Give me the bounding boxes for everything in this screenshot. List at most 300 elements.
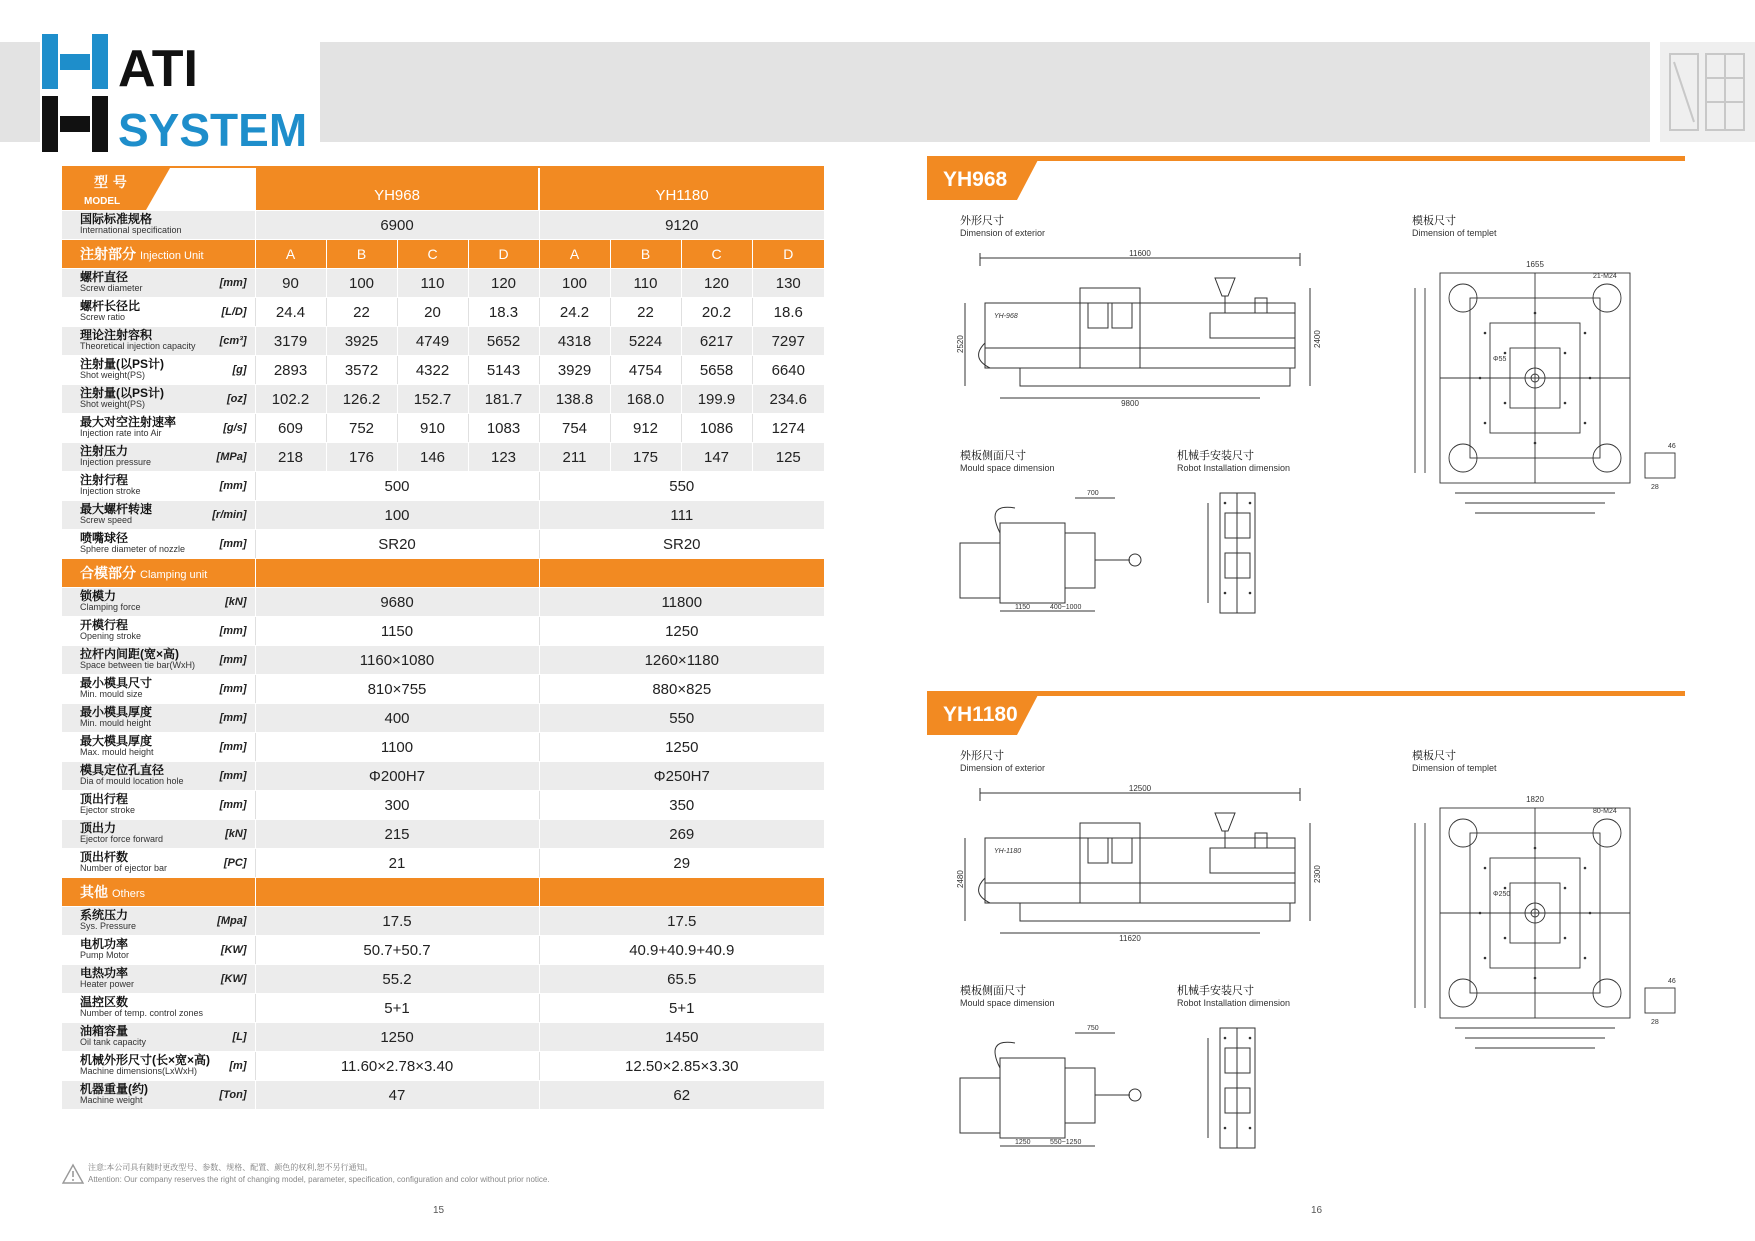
row-label-en: Ejector force forward — [80, 834, 164, 844]
table-row — [62, 936, 824, 965]
dim-length-bottom: 9800 — [1121, 399, 1139, 408]
table-cell: 912 — [610, 414, 681, 443]
row-unit: [KW] — [220, 973, 247, 985]
table-row — [62, 907, 824, 936]
table-row — [62, 443, 824, 472]
caption-robot-en: Robot Installation dimension — [1177, 998, 1291, 1008]
table-row — [62, 1023, 824, 1052]
dim-length-top: 11600 — [1129, 249, 1151, 258]
model-name: YH968 — [374, 187, 420, 204]
table-row — [62, 675, 824, 704]
dim-length-top: 12500 — [1128, 784, 1152, 793]
row-label — [62, 907, 255, 936]
section-title-cn: 其他 — [80, 884, 108, 900]
table-row — [62, 646, 824, 675]
table-cell: 100 — [539, 269, 610, 298]
screw-type-letter: C — [397, 240, 468, 269]
row-unit: [L] — [232, 1031, 247, 1043]
section-fill — [255, 878, 539, 907]
panel-title: YH968 — [943, 168, 1008, 191]
table-cell: 20 — [397, 298, 468, 327]
caption-templet-cn: 模板尺寸 — [1412, 215, 1456, 227]
table-row — [62, 327, 824, 356]
table-cell: 1086 — [681, 414, 752, 443]
panel-title-tab — [927, 693, 1039, 735]
table-cell: 11800 — [539, 588, 824, 617]
table-cell: 123 — [468, 443, 539, 472]
table-cell: 7297 — [752, 327, 824, 356]
table-cell: 181.7 — [468, 385, 539, 414]
caption-robot-cn: 机械手安装尺寸 — [1177, 450, 1254, 462]
row-label-en: Theoretical injection capacity — [80, 341, 196, 351]
dim-height-left: 2480 — [956, 870, 965, 888]
caption-mould-cn: 模板侧面尺寸 — [960, 985, 1026, 997]
section-title-cn: 合模部分 — [80, 565, 136, 581]
table-cell: 211 — [539, 443, 610, 472]
machine-label: YH-1180 — [994, 848, 1022, 855]
table-cell: 6217 — [681, 327, 752, 356]
table-cell: 4754 — [610, 356, 681, 385]
row-label-en: Dia of mould location hole — [80, 776, 184, 786]
row-label-cn: 注射量(以PS计) — [80, 357, 165, 371]
row-label — [62, 994, 255, 1023]
footnote — [62, 1162, 762, 1184]
row-label — [62, 646, 255, 675]
header-band-left — [0, 42, 40, 142]
row-label-en: Shot weight(PS) — [80, 370, 146, 380]
row-label — [62, 501, 255, 530]
row-label — [62, 327, 255, 356]
dim-slot-b: 28 — [1651, 484, 1659, 491]
logo-line1: ATI — [118, 40, 198, 98]
table-cell: 3572 — [326, 356, 397, 385]
row-unit: [KW] — [220, 944, 247, 956]
row-label-cn: 模具定位孔直径 — [80, 763, 165, 777]
table-cell: 3925 — [326, 327, 397, 356]
table-cell: 4318 — [539, 327, 610, 356]
row-label-en: Number of ejector bar — [80, 863, 168, 873]
table-cell: 100 — [255, 501, 539, 530]
row-label — [62, 298, 255, 327]
table-row — [62, 733, 824, 762]
section-header-row — [62, 878, 824, 907]
section-title — [62, 240, 255, 269]
row-label-cn: 顶出行程 — [80, 792, 129, 806]
row-label-cn: 注射量(以PS计) — [80, 386, 165, 400]
row-label-cn: 螺杆长径比 — [80, 299, 141, 313]
row-label-en: Oil tank capacity — [80, 1037, 147, 1047]
row-unit: [g] — [232, 364, 247, 376]
row-label-cn: 喷嘴球径 — [80, 531, 129, 545]
dim-mould-top: 750 — [1087, 1025, 1099, 1032]
table-cell: 111 — [539, 501, 824, 530]
table-cell: 24.2 — [539, 298, 610, 327]
caption-robot — [1177, 985, 1290, 1009]
caption-exterior — [960, 750, 1045, 774]
table-cell: 120 — [681, 269, 752, 298]
row-label-cn: 最大模具厚度 — [80, 734, 153, 748]
caption-exterior-en: Dimension of exterior — [960, 763, 1046, 773]
row-label — [62, 936, 255, 965]
table-cell: Φ200H7 — [255, 762, 539, 791]
table-cell: 2893 — [255, 356, 326, 385]
table-cell: 609 — [255, 414, 326, 443]
table-cell: 24.4 — [255, 298, 326, 327]
table-cell: 9120 — [539, 211, 824, 240]
section-title-en: Clamping unit — [140, 569, 208, 581]
table-row — [62, 1081, 824, 1110]
table-cell: 146 — [397, 443, 468, 472]
table-cell: 20.2 — [681, 298, 752, 327]
row-unit: [MPa] — [216, 451, 247, 463]
table-cell: 1250 — [539, 733, 824, 762]
caption-templet — [1412, 750, 1497, 774]
screw-type-letter: B — [326, 240, 397, 269]
row-unit: [mm] — [219, 480, 247, 492]
table-cell: 880×825 — [539, 675, 824, 704]
table-cell: 5658 — [681, 356, 752, 385]
row-label-cn: 国际标准规格 — [80, 212, 153, 226]
table-cell: 90 — [255, 269, 326, 298]
caption-exterior-en: Dimension of exterior — [960, 228, 1046, 238]
row-label — [62, 617, 255, 646]
table-row — [62, 994, 824, 1023]
row-label-en: Screw speed — [80, 515, 133, 525]
dim-height-left: 2520 — [956, 335, 965, 353]
model-header-cell — [539, 168, 824, 211]
table-cell: 6900 — [255, 211, 539, 240]
table-row — [62, 501, 824, 530]
table-row — [62, 530, 824, 559]
row-unit: [mm] — [219, 277, 247, 289]
table-cell: 215 — [255, 820, 539, 849]
row-unit: [L/D] — [221, 306, 247, 318]
row-unit: [mm] — [219, 770, 247, 782]
warning-icon — [62, 1164, 84, 1184]
header-band — [320, 42, 1650, 142]
dim-height-right: 2400 — [1313, 330, 1322, 348]
dim-slot-a: 46 — [1668, 978, 1676, 985]
dim-templet-ring: Φ250 — [1493, 891, 1511, 898]
screw-type-letter: B — [610, 240, 681, 269]
section-header-row — [62, 240, 824, 269]
dim-length-bottom: 11620 — [1119, 934, 1141, 943]
table-cell: 6640 — [752, 356, 824, 385]
footnote-cn: 注意:本公司具有随时更改型号、参数、规格、配置、颜色的权利,恕不另行通知。 — [88, 1163, 373, 1172]
page-number-right: 16 — [1311, 1205, 1323, 1216]
panel-rule — [927, 156, 1685, 161]
table-cell: 65.5 — [539, 965, 824, 994]
table-row — [62, 791, 824, 820]
table-cell: 152.7 — [397, 385, 468, 414]
row-label-cn: 螺杆直径 — [80, 270, 129, 284]
table-row — [62, 965, 824, 994]
table-cell: 176 — [326, 443, 397, 472]
model-header-cell — [255, 168, 539, 211]
mould-space-drawing — [955, 483, 1160, 618]
table-row — [62, 762, 824, 791]
row-unit: [r/min] — [212, 509, 247, 521]
row-unit: [cm³] — [219, 335, 247, 347]
table-cell: 269 — [539, 820, 824, 849]
table-cell: 5+1 — [255, 994, 539, 1023]
row-label — [62, 965, 255, 994]
table-cell: 22 — [610, 298, 681, 327]
row-unit: [kN] — [225, 596, 247, 608]
table-row — [62, 211, 824, 240]
table-cell: 168.0 — [610, 385, 681, 414]
table-cell: 102.2 — [255, 385, 326, 414]
section-fill — [255, 559, 539, 588]
caption-mould-en: Mould space dimension — [960, 463, 1055, 473]
caption-robot — [1177, 450, 1290, 474]
footnote-en: Attention: Our company reserves the right of changing model, parameter, specification, configuration and color without prior notice. — [88, 1175, 550, 1184]
table-cell: 400 — [255, 704, 539, 733]
table-cell: 5+1 — [539, 994, 824, 1023]
row-label-en: Shot weight(PS) — [80, 399, 146, 409]
table-cell: 130 — [752, 269, 824, 298]
table-cell: 1260×1180 — [539, 646, 824, 675]
row-label-en: Heater power — [80, 979, 135, 989]
row-label-cn: 锁模力 — [80, 589, 117, 603]
table-cell: 1250 — [255, 1023, 539, 1052]
caption-mould — [960, 985, 1055, 1009]
row-label-en: Sphere diameter of nozzle — [80, 544, 186, 554]
table-cell: 18.3 — [468, 298, 539, 327]
section-title-cn: 注射部分 — [80, 246, 136, 262]
table-row — [62, 385, 824, 414]
dim-templet-ring: Φ55 — [1493, 356, 1507, 363]
row-label-cn: 电热功率 — [80, 966, 129, 980]
section-fill — [539, 878, 824, 907]
table-cell: 147 — [681, 443, 752, 472]
row-label-cn: 机器重量(约) — [80, 1082, 148, 1096]
table-cell: 11.60×2.78×3.40 — [255, 1052, 539, 1081]
row-label-en: Injection rate into Air — [80, 428, 162, 438]
table-cell: 5224 — [610, 327, 681, 356]
spec-table — [62, 168, 824, 1110]
row-label-cn: 油箱容量 — [80, 1024, 129, 1038]
table-row — [62, 269, 824, 298]
table-cell: 126.2 — [326, 385, 397, 414]
table-row — [62, 820, 824, 849]
table-cell: 55.2 — [255, 965, 539, 994]
row-label-en: Machine dimensions(LxWxH) — [80, 1066, 198, 1076]
row-unit: [mm] — [219, 654, 247, 666]
table-cell: 17.5 — [539, 907, 824, 936]
dim-templet-width: 1655 — [1526, 260, 1544, 269]
table-cell: 100 — [326, 269, 397, 298]
row-label-cn: 最小模具厚度 — [80, 705, 153, 719]
row-unit: [PC] — [223, 857, 247, 869]
table-cell: 62 — [539, 1081, 824, 1110]
row-label-cn: 开模行程 — [80, 618, 129, 632]
robot-install-drawing — [1200, 483, 1270, 623]
table-cell: 754 — [539, 414, 610, 443]
screw-type-letter: A — [539, 240, 610, 269]
row-label — [62, 443, 255, 472]
table-cell: 752 — [326, 414, 397, 443]
logo-line2: SYSTEM — [118, 104, 308, 156]
row-label-cn: 最大对空注射速率 — [80, 415, 177, 429]
caption-exterior-cn: 外形尺寸 — [960, 215, 1004, 227]
row-label — [62, 385, 255, 414]
row-label-en: Space between tie bar(WxH) — [80, 660, 196, 670]
model-en: MODEL — [84, 196, 121, 207]
caption-templet-en: Dimension of templet — [1412, 228, 1497, 238]
table-cell: 1100 — [255, 733, 539, 762]
table-row — [62, 704, 824, 733]
row-label — [62, 1081, 255, 1110]
table-cell: 500 — [255, 472, 539, 501]
row-unit: [kN] — [225, 828, 247, 840]
model-cn: 型 号 — [94, 175, 127, 191]
table-cell: 50.7+50.7 — [255, 936, 539, 965]
table-cell: 350 — [539, 791, 824, 820]
table-cell: 234.6 — [752, 385, 824, 414]
row-unit: [m] — [229, 1060, 247, 1072]
table-cell: 9680 — [255, 588, 539, 617]
row-label — [62, 472, 255, 501]
table-cell: SR20 — [255, 530, 539, 559]
row-unit: [oz] — [226, 393, 247, 405]
table-cell: 120 — [468, 269, 539, 298]
row-label-en: Clamping force — [80, 602, 141, 612]
row-label-en: Screw diameter — [80, 283, 143, 293]
dim-templet-hole: 80-M24 — [1593, 808, 1617, 815]
dim-slot-b: 28 — [1651, 1019, 1659, 1026]
caption-templet-en: Dimension of templet — [1412, 763, 1497, 773]
row-label-cn: 注射行程 — [80, 473, 129, 487]
caption-mould — [960, 450, 1055, 474]
dim-mould-a: 1150 — [1015, 604, 1031, 611]
caption-templet-cn: 模板尺寸 — [1412, 750, 1456, 762]
table-row — [62, 588, 824, 617]
dim-mould-a: 1250 — [1015, 1139, 1031, 1146]
section-header-row — [62, 559, 824, 588]
caption-robot-cn: 机械手安装尺寸 — [1177, 985, 1254, 997]
row-label-cn: 顶出力 — [80, 821, 117, 835]
row-label-cn: 电机功率 — [80, 937, 129, 951]
table-cell: Φ250H7 — [539, 762, 824, 791]
table-cell: 199.9 — [681, 385, 752, 414]
drawing-corner-icon — [1660, 42, 1755, 142]
row-label — [62, 269, 255, 298]
mould-space-drawing — [955, 1018, 1160, 1153]
table-row — [62, 414, 824, 443]
caption-mould-en: Mould space dimension — [960, 998, 1055, 1008]
section-title — [62, 878, 255, 907]
table-cell: 4749 — [397, 327, 468, 356]
dim-slot-a: 46 — [1668, 443, 1676, 450]
screw-type-letter: A — [255, 240, 326, 269]
dim-templet-hole: 21-M24 — [1593, 273, 1617, 280]
row-label-en: Machine weight — [80, 1095, 143, 1105]
table-cell: 5652 — [468, 327, 539, 356]
table-cell: 40.9+40.9+40.9 — [539, 936, 824, 965]
row-label-en: Sys. Pressure — [80, 921, 137, 931]
table-cell: 29 — [539, 849, 824, 878]
panel-title-tab — [927, 158, 1039, 200]
table-cell: 218 — [255, 443, 326, 472]
table-cell: 1274 — [752, 414, 824, 443]
row-label-en: Injection pressure — [80, 457, 152, 467]
table-cell: 12.50×2.85×3.30 — [539, 1052, 824, 1081]
row-label — [62, 211, 255, 240]
table-cell: 47 — [255, 1081, 539, 1110]
section-fill — [539, 559, 824, 588]
table-cell: 17.5 — [255, 907, 539, 936]
table-cell: 550 — [539, 704, 824, 733]
table-cell: SR20 — [539, 530, 824, 559]
exterior-drawing — [956, 783, 1322, 943]
row-label-cn: 系统压力 — [80, 908, 129, 922]
table-cell: 110 — [610, 269, 681, 298]
table-cell: 300 — [255, 791, 539, 820]
table-cell: 18.6 — [752, 298, 824, 327]
table-row — [62, 298, 824, 327]
row-label-en: Opening stroke — [80, 631, 142, 641]
table-cell: 5143 — [468, 356, 539, 385]
row-unit: [mm] — [219, 538, 247, 550]
section-title-en: Others — [112, 888, 146, 900]
screw-type-letter: C — [681, 240, 752, 269]
table-cell: 4322 — [397, 356, 468, 385]
row-label-en: Max. mould height — [80, 747, 154, 757]
screw-type-letter: D — [752, 240, 824, 269]
table-cell: 3179 — [255, 327, 326, 356]
row-label — [62, 762, 255, 791]
row-unit: [Mpa] — [217, 915, 247, 927]
caption-mould-cn: 模板侧面尺寸 — [960, 450, 1026, 462]
row-label — [62, 704, 255, 733]
templet-drawing — [1385, 253, 1685, 528]
row-label-en: Pump Motor — [80, 950, 130, 960]
row-unit: [mm] — [219, 741, 247, 753]
table-row — [62, 356, 824, 385]
row-label-en: Number of temp. control zones — [80, 1008, 204, 1018]
screw-type-letter: D — [468, 240, 539, 269]
row-unit: [mm] — [219, 683, 247, 695]
row-label — [62, 414, 255, 443]
table-cell: 1450 — [539, 1023, 824, 1052]
row-label-cn: 顶出杆数 — [80, 850, 129, 864]
table-row — [62, 472, 824, 501]
caption-exterior-cn: 外形尺寸 — [960, 750, 1004, 762]
section-title-en: Injection Unit — [140, 250, 204, 262]
row-label — [62, 530, 255, 559]
row-label-cn: 最大螺杆转速 — [80, 502, 153, 516]
row-label — [62, 791, 255, 820]
model-tab — [62, 168, 170, 210]
table-cell: 125 — [752, 443, 824, 472]
caption-robot-en: Robot Installation dimension — [1177, 463, 1291, 473]
table-cell: 910 — [397, 414, 468, 443]
table-cell: 175 — [610, 443, 681, 472]
table-cell: 3929 — [539, 356, 610, 385]
table-row — [62, 1052, 824, 1081]
row-label-cn: 机械外形尺寸(长×宽×高) — [80, 1053, 211, 1067]
table-cell: 22 — [326, 298, 397, 327]
row-label-cn: 拉杆内间距(宽×高) — [80, 647, 180, 661]
exterior-drawing — [956, 248, 1322, 408]
dim-height-right: 2300 — [1313, 865, 1322, 883]
row-unit: [Ton] — [219, 1089, 247, 1101]
row-label-cn: 注射压力 — [80, 444, 129, 458]
row-label — [62, 588, 255, 617]
row-label — [62, 849, 255, 878]
table-row — [62, 849, 824, 878]
